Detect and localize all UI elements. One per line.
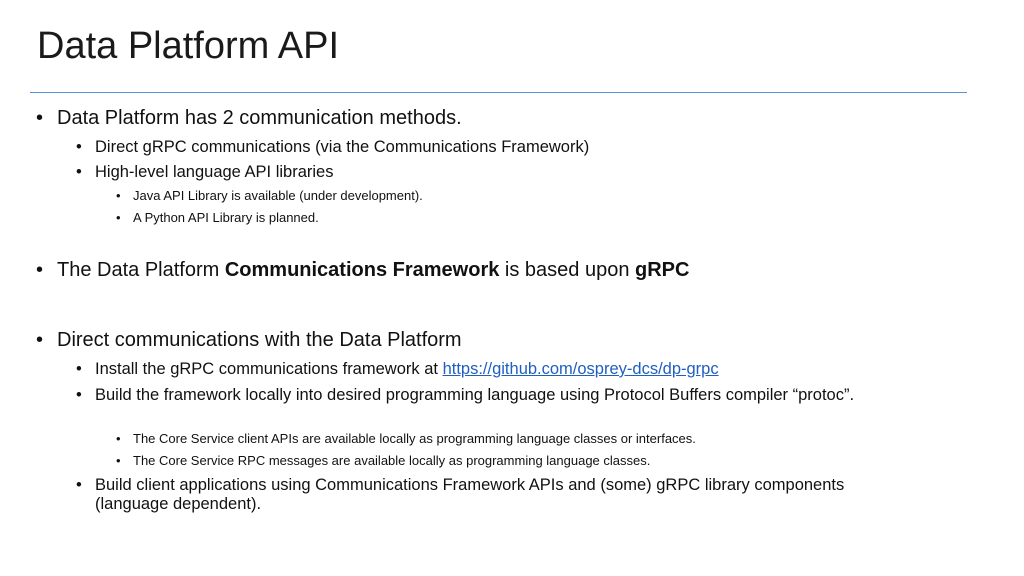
slide-title: Data Platform API xyxy=(37,25,340,67)
bullet-text: A Python API Library is planned. xyxy=(133,210,319,225)
bullet-dot: • xyxy=(116,188,121,203)
bullet-dot: • xyxy=(76,138,82,156)
bullet-text-bold-grpc: gRPC xyxy=(635,259,690,281)
bullet-high-level-libraries xyxy=(76,163,334,182)
bullet-dot: • xyxy=(36,107,44,129)
bullet-dot: • xyxy=(76,163,82,181)
bullet-rpc-messages xyxy=(116,453,651,469)
bullet-build-framework xyxy=(76,386,875,405)
bullet-dot: • xyxy=(116,453,121,468)
title-divider xyxy=(30,92,967,93)
bullet-text: High-level language API libraries xyxy=(95,163,334,181)
bullet-build-client-apps xyxy=(76,476,875,514)
bullet-text: Java API Library is available (under development). xyxy=(133,188,423,203)
bullet-text: Build client applications using Communications Framework APIs and (some) gRPC library components (language dependent). xyxy=(95,476,845,513)
bullet-direct-grpc xyxy=(76,138,590,157)
bullet-direct-communications xyxy=(36,329,462,352)
bullet-text: The Core Service client APIs are available locally as programming language classes or interfaces. xyxy=(133,431,696,446)
bullet-dot: • xyxy=(76,476,82,494)
bullet-dot: • xyxy=(36,259,44,281)
bullet-client-apis xyxy=(116,431,696,447)
bullet-dot: • xyxy=(116,210,121,225)
bullet-java-library xyxy=(116,188,423,204)
bullet-install-framework xyxy=(76,360,719,379)
github-repo-link[interactable]: https://github.com/osprey-dcs/dp-grpc xyxy=(442,360,719,378)
bullet-text: Data Platform has 2 communication methods. xyxy=(57,107,462,129)
bullet-communication-methods xyxy=(36,107,462,130)
bullet-text-bold-framework: Communications Framework xyxy=(224,259,500,281)
bullet-python-library xyxy=(116,210,319,226)
bullet-text: Install the gRPC communications framework at xyxy=(95,360,443,378)
bullet-text: Direct communications with the Data Platform xyxy=(57,329,462,351)
bullet-dot: • xyxy=(76,386,82,404)
bullet-text-prefix: The Data Platform xyxy=(57,259,225,281)
bullet-text: The Core Service RPC messages are available locally as programming language classes. xyxy=(133,453,651,468)
bullet-dot: • xyxy=(76,360,82,378)
bullet-dot: • xyxy=(116,431,121,446)
bullet-communications-framework xyxy=(36,259,690,282)
bullet-text: Build the framework locally into desired programming language using Protocol Buffers compiler “protoc”. xyxy=(95,386,855,404)
bullet-text-middle: is based upon xyxy=(499,259,636,281)
bullet-dot: • xyxy=(36,329,44,351)
bullet-text: Direct gRPC communications (via the Communications Framework) xyxy=(95,138,590,156)
